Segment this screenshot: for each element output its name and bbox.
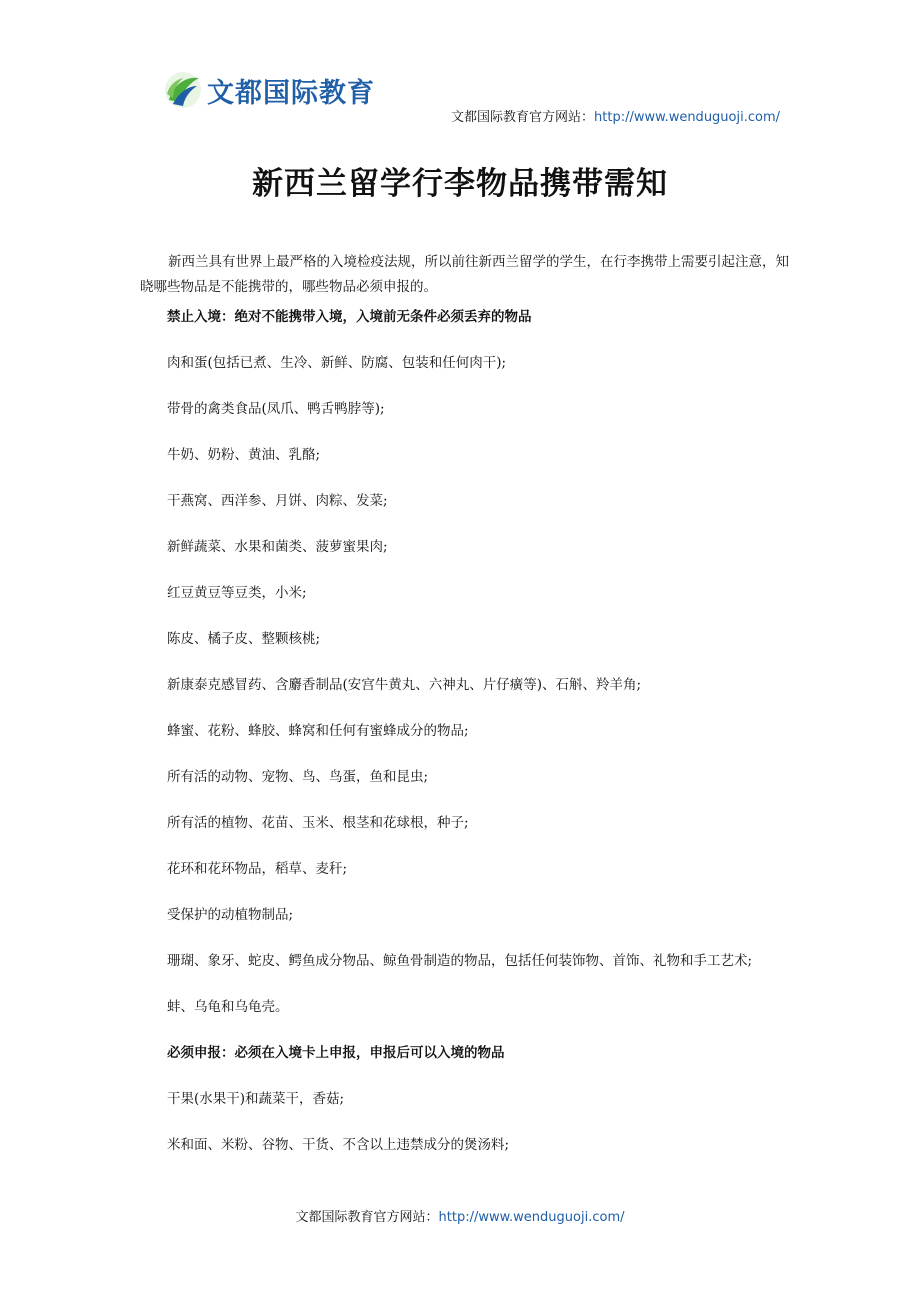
item-list [167,306,807,1180]
list-item: 干果(水果干)和蔬菜干，香菇; [167,1091,345,1107]
list-item: 新鲜蔬菜、水果和菌类、菠萝蜜果肉; [167,539,388,555]
logo-text: 文都国际教育 [207,77,375,109]
footer-site-label: 文都国际教育官方网站： [295,1210,439,1225]
section-heading: 禁止入境：绝对不能携带入境，入境前无条件必须丢弃的物品 [167,309,532,325]
list-item: 红豆黄豆等豆类，小米; [167,585,307,601]
list-item: 牛奶、奶粉、黄油、乳酪; [167,447,321,463]
header-site-label: 文都国际教育官方网站： [451,110,595,125]
header-site-line [451,106,780,125]
leaf-logo-icon [163,70,203,110]
list-item: 新康泰克感冒药、含麝香制品(安宫牛黄丸、六神丸、片仔癀等)、石斛、羚羊角; [167,677,642,693]
list-item: 干燕窝、西洋参、月饼、肉粽、发菜; [167,493,388,509]
list-item: 米和面、米粉、谷物、干货、不含以上违禁成分的煲汤料; [167,1137,510,1153]
header-site-url[interactable]: http://www.wenduguoji.com/ [594,110,780,125]
list-item: 所有活的植物、花苗、玉米、根茎和花球根，种子; [167,815,469,831]
list-item: 所有活的动物、宠物、鸟、鸟蛋，鱼和昆虫; [167,769,429,785]
page-header [0,0,920,130]
document-title: 新西兰留学行李物品携带需知 [252,166,668,202]
intro-paragraph: 新西兰具有世界上最严格的入境检疫法规，所以前往新西兰留学的学生，在行李携带上需要引起注意，知晓哪些物品是不能携带的，哪些物品必须申报的。 [140,253,789,295]
section-heading: 必须申报：必须在入境卡上申报，申报后可以入境的物品 [167,1045,505,1061]
brand-logo [163,70,375,110]
list-item: 肉和蛋(包括已煮、生冷、新鲜、防腐、包装和任何肉干); [167,355,507,371]
list-item: 蜂蜜、花粉、蜂胶、蜂窝和任何有蜜蜂成分的物品; [167,723,469,739]
list-item: 带骨的禽类食品(凤爪、鸭舌鸭脖等); [167,401,385,417]
list-item: 陈皮、橘子皮、整颗核桃; [167,631,321,647]
list-item: 受保护的动植物制品; [167,907,294,923]
footer-site-url[interactable]: http://www.wenduguoji.com/ [438,1210,625,1225]
page-footer [0,1206,920,1225]
list-item: 花环和花环物品，稻草、麦秆; [167,861,348,877]
list-item: 蚌、乌龟和乌龟壳。 [167,999,289,1015]
list-item: 珊瑚、象牙、蛇皮、鳄鱼成分物品、鲸鱼骨制造的物品，包括任何装饰物、首饰、礼物和手工艺术; [167,953,753,969]
